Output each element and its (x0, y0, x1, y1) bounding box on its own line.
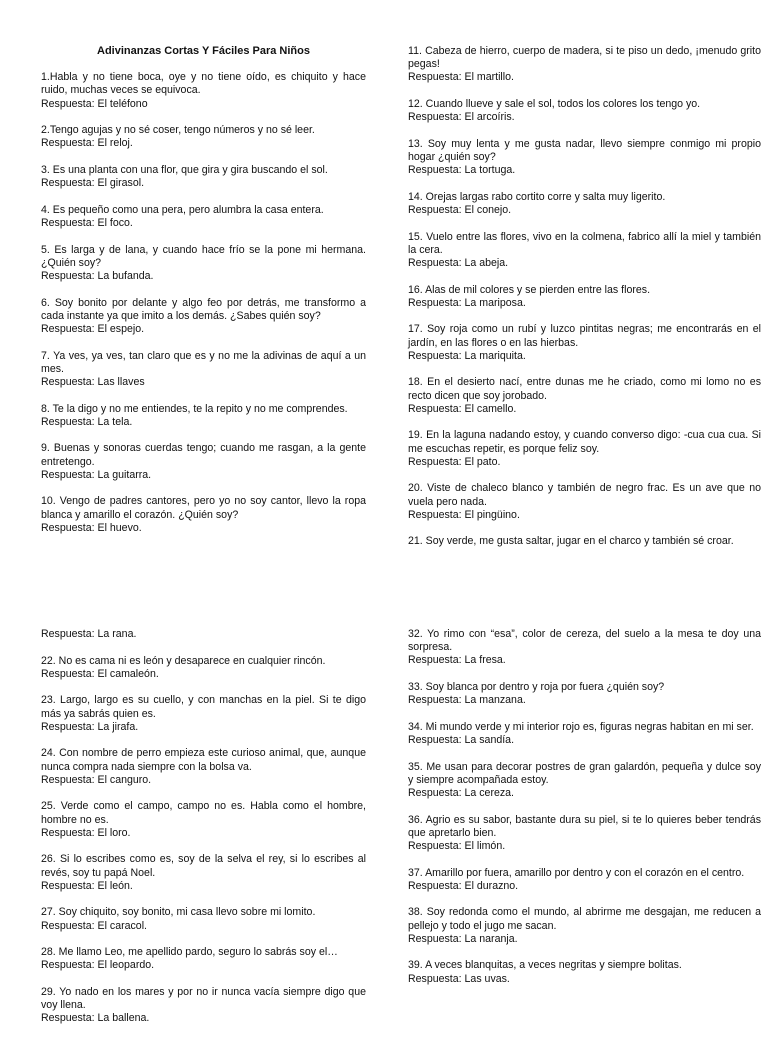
riddle-question: 9. Buenas y sonoras cuerdas tengo; cuando me rasgan, a la gente entretengo. (41, 442, 366, 468)
riddle-answer: Respuesta: La fresa. (408, 654, 506, 667)
riddle-item (41, 297, 366, 337)
riddle-answer: Respuesta: El durazno. (408, 879, 519, 892)
riddle-answer: Respuesta: El espejo. (41, 323, 145, 335)
riddle-question: 2.Tengo agujas y no sé coser, tengo números y no sé leer. (41, 124, 315, 137)
riddle-answer: Respuesta: La rana. (41, 628, 137, 640)
riddle-answer: Respuesta: El león. (41, 879, 133, 892)
riddle-item (408, 98, 761, 124)
column-bottom-right (408, 628, 761, 999)
riddle-item (41, 350, 366, 390)
riddle-question: 34. Mi mundo verde y mi interior rojo es, figuras negras habitan en mi ser. (408, 720, 754, 733)
riddle-list (408, 628, 761, 986)
riddle-item (408, 906, 761, 946)
riddle-item (408, 761, 761, 801)
riddle-item (408, 959, 761, 985)
riddle-item (41, 495, 366, 535)
riddle-item (408, 191, 761, 217)
riddle-item (41, 655, 366, 681)
riddle-item (41, 694, 366, 734)
riddle-answer: Respuesta: El foco. (41, 217, 133, 229)
riddle-question: 3. Es una planta con una flor, que gira y gira buscando el sol. (41, 164, 328, 176)
riddle-question: 18. En el desierto nací, entre dunas me he criado, como mi lomo no es recto dicen que soy jorobado. (408, 376, 761, 402)
riddle-question: 38. Soy redonda como el mundo, al abrirme me desgajan, me reducen a pellejo y todo el jugo me sacan. (408, 906, 761, 932)
document-title: Adivinanzas Cortas Y Fáciles Para Niños (97, 45, 310, 57)
riddle-question: 11. Cabeza de hierro, cuerpo de madera, si te piso un dedo, ¡menudo grito pegas! (408, 45, 761, 71)
riddle-answer: Respuesta: La cereza. (408, 787, 514, 799)
riddle-question: 33. Soy blanca por dentro y roja por fuera ¿quién soy? (408, 681, 665, 693)
riddle-question: 27. Soy chiquito, soy bonito, mi casa llevo sobre mi lomito. (41, 906, 316, 919)
riddle-answer: Respuesta: El pato. (408, 455, 501, 468)
riddle-answer: Respuesta: La mariposa. (408, 296, 526, 309)
riddle-item (41, 403, 366, 429)
riddle-answer: Respuesta: El caracol. (41, 919, 147, 932)
riddle-answer: Respuesta: El martillo. (408, 71, 514, 84)
column-top-left (41, 45, 366, 548)
riddle-list (41, 71, 366, 535)
riddle-item (41, 800, 366, 840)
riddle-answer: Respuesta: El leopardo. (41, 959, 155, 972)
riddle-item (408, 45, 761, 85)
riddle-question: 32. Yo rimo con “esa”, color de cereza, del suelo a la mesa te doy una sorpresa. (408, 628, 761, 654)
riddle-item (41, 986, 366, 1026)
riddle-item (41, 204, 366, 230)
riddle-answer: Respuesta: Las llaves (41, 376, 145, 388)
riddle-item (408, 628, 761, 668)
riddle-answer: Respuesta: El pingüino. (408, 508, 520, 521)
riddle-item (408, 535, 761, 548)
riddle-answer: Respuesta: Las uvas. (408, 972, 510, 985)
riddle-question: 8. Te la digo y no me entiendes, te la repito y no me comprendes. (41, 402, 348, 415)
riddle-answer: Respuesta: La jirafa. (41, 720, 139, 733)
riddle-item (41, 71, 366, 111)
riddle-answer: Respuesta: El huevo. (41, 521, 142, 534)
riddle-item (41, 906, 366, 932)
riddle-question: 14. Orejas largas rabo cortito corre y salta muy ligerito. (408, 190, 666, 203)
riddle-answer: Respuesta: El camaleón. (41, 667, 159, 680)
riddle-question: 36. Agrio es su sabor, bastante dura su piel, si te lo quieres beber tendrás que apretarlo bien. (408, 813, 761, 839)
riddle-question: 7. Ya ves, ya ves, tan claro que es y no me la adivinas de aquí a un mes. (41, 349, 366, 375)
riddle-answer: Respuesta: La manzana. (408, 694, 526, 707)
riddle-question: 26. Si lo escribes como es, soy de la selva el rey, si lo escribes al revés, soy tu papá Noel. (41, 853, 366, 879)
riddle-question: 5. Es larga y de lana, y cuando hace frío se la pone mi hermana. ¿Quién soy? (41, 243, 366, 269)
riddle-question: 28. Me llamo Leo, me apellido pardo, seguro lo sabrás soy el… (41, 946, 338, 959)
column-top-right (408, 45, 761, 562)
riddle-answer: Respuesta: La tela. (41, 415, 133, 428)
riddle-answer: Respuesta: El loro. (41, 826, 131, 839)
riddle-item (41, 747, 366, 787)
riddle-answer: Respuesta: La sandía. (408, 734, 515, 746)
riddle-item (408, 721, 761, 747)
riddle-question: 22. No es cama ni es león y desaparece en cualquier rincón. (41, 654, 326, 667)
riddle-question: 15. Vuelo entre las flores, vivo en la colmena, fabrico allí la miel y también la cera. (408, 230, 761, 256)
riddle-answer: Respuesta: El arcoíris. (408, 111, 515, 124)
riddle-answer: Respuesta: El reloj. (41, 137, 133, 150)
riddle-question: 16. Alas de mil colores y se pierden entre las flores. (408, 283, 651, 296)
riddle-item (408, 323, 761, 363)
riddle-item (408, 429, 761, 469)
riddle-answer: Respuesta: El conejo. (408, 204, 512, 216)
riddle-item (41, 946, 366, 972)
riddle-question: 39. A veces blanquitas, a veces negritas y siempre bolitas. (408, 959, 682, 972)
riddle-answer: Respuesta: La mariquita. (408, 349, 526, 362)
riddle-item (408, 284, 761, 310)
riddle-item (408, 231, 761, 271)
riddle-question: 29. Yo nado en los mares y por no ir nunca vacía siempre digo que voy llena. (41, 985, 366, 1012)
riddle-item (408, 867, 761, 893)
riddle-question: 1.Habla y no tiene boca, oye y no tiene oído, es chiquito y hace ruido, muchas veces se equivoca. (41, 71, 366, 97)
riddle-answer: Respuesta: El limón. (408, 840, 506, 852)
riddle-answer: Respuesta: La guitarra. (41, 468, 152, 481)
riddle-question: 12. Cuando llueve y sale el sol, todos los colores los tengo yo. (408, 98, 701, 110)
riddle-item (41, 244, 366, 284)
riddle-question: 6. Soy bonito por delante y algo feo por detrás, me transformo a cada instante ya que imito a los demás. ¿Sabes quién soy? (41, 296, 366, 322)
riddle-item (41, 124, 366, 150)
riddle-question: 23. Largo, largo es su cuello, y con manchas en la piel. Si te digo más ya sabrás quien es. (41, 694, 366, 720)
riddle-question: 21. Soy verde, me gusta saltar, jugar en el charco y también sé croar. (408, 535, 734, 548)
riddle-item (408, 814, 761, 854)
riddle-list (41, 655, 366, 1026)
riddle-item (408, 376, 761, 416)
riddle-answer: Respuesta: El camello. (408, 402, 517, 415)
riddle-item (408, 138, 761, 178)
riddle-answer: Respuesta: La ballena. (41, 1012, 150, 1025)
riddle-question: 25. Verde como el campo, campo no es. Habla como el hombre, hombre no es. (41, 800, 366, 826)
riddle-answer: Respuesta: El canguro. (41, 773, 152, 786)
riddle-question: 24. Con nombre de perro empieza este curioso animal, que, aunque nunca compra nada siempre con la bolsa va. (41, 747, 366, 773)
riddle-answer: Respuesta: La bufanda. (41, 270, 154, 282)
riddle-question: 35. Me usan para decorar postres de gran galardón, pequeña y dulce soy y siempre acompañada estoy. (408, 760, 761, 786)
riddle-question: 37. Amarillo por fuera, amarillo por dentro y con el corazón en el centro. (408, 866, 745, 879)
riddle-item (408, 482, 761, 522)
riddle-question: 13. Soy muy lenta y me gusta nadar, llevo siempre conmigo mi propio hogar ¿quién soy? (408, 137, 761, 163)
riddle-question: 19. En la laguna nadando estoy, y cuando converso digo: -cua cua cua. Si me escuchas repetir, es porque feliz soy. (408, 429, 761, 455)
riddle-item (408, 681, 761, 707)
riddle-answer: Respuesta: La abeja. (408, 257, 509, 269)
riddle-item (41, 442, 366, 482)
column-bottom-left (41, 628, 366, 1039)
riddle-answer: Respuesta: La naranja. (408, 932, 518, 945)
riddle-item (41, 164, 366, 190)
riddle-question: 20. Viste de chaleco blanco y también de negro frac. Es un ave que no vuela pero nada. (408, 482, 761, 508)
riddle-question: 10. Vengo de padres cantores, pero yo no soy cantor, llevo la ropa blanca y amarillo el corazón. ¿Quién soy? (41, 495, 366, 521)
riddle-question: 17. Soy roja como un rubí y luzco pintitas negras; me encontrarás en el jardín, en las flores o en las hierbas. (408, 323, 761, 349)
riddle-answer: Respuesta: La tortuga. (408, 164, 516, 177)
riddle-item (41, 853, 366, 893)
riddle-list (408, 45, 761, 549)
riddle-answer: Respuesta: El girasol. (41, 177, 145, 190)
riddle-question: 4. Es pequeño como una pera, pero alumbra la casa entera. (41, 203, 324, 216)
riddle-answer: Respuesta: El teléfono (41, 97, 148, 110)
